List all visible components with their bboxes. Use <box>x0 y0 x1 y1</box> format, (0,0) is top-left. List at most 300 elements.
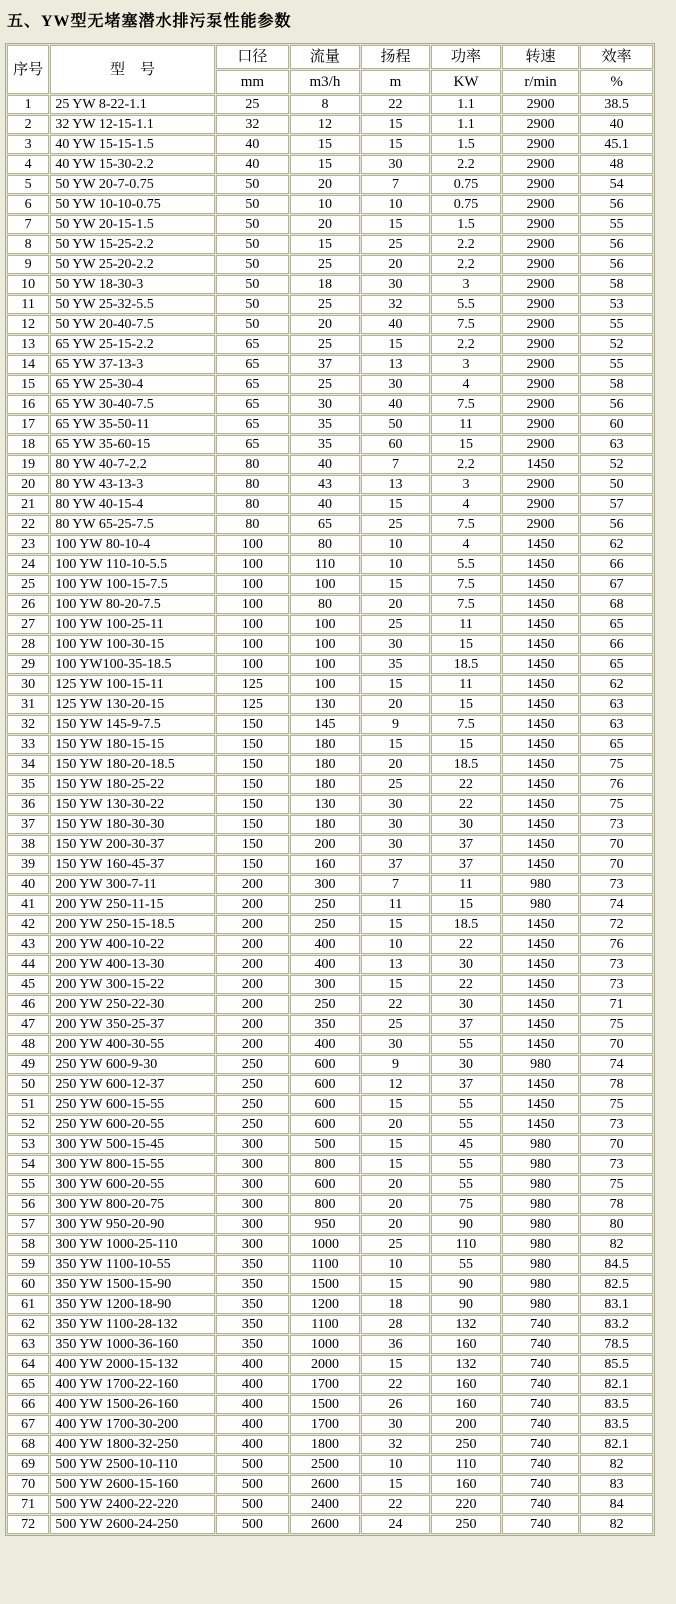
cell-speed_rpm: 980 <box>502 875 580 894</box>
cell-model: 80 YW 43-13-3 <box>50 475 214 494</box>
cell-efficiency_pct: 83.5 <box>580 1395 653 1414</box>
cell-flow_m3h: 800 <box>290 1195 360 1214</box>
cell-head_m: 22 <box>361 1495 431 1514</box>
cell-diameter_mm: 250 <box>216 1115 290 1134</box>
cell-diameter_mm: 200 <box>216 875 290 894</box>
cell-power_kw: 18.5 <box>431 915 501 934</box>
cell-flow_m3h: 1700 <box>290 1375 360 1394</box>
cell-flow_m3h: 100 <box>290 675 360 694</box>
col-header-flow: 流量 <box>290 45 360 69</box>
cell-efficiency_pct: 73 <box>580 1115 653 1134</box>
cell-efficiency_pct: 63 <box>580 695 653 714</box>
cell-efficiency_pct: 56 <box>580 395 653 414</box>
cell-power_kw: 1.5 <box>431 135 501 154</box>
cell-power_kw: 2.2 <box>431 235 501 254</box>
cell-head_m: 32 <box>361 1435 431 1454</box>
table-header <box>7 45 653 94</box>
cell-model: 50 YW 20-7-0.75 <box>50 175 214 194</box>
cell-power_kw: 11 <box>431 875 501 894</box>
cell-flow_m3h: 100 <box>290 575 360 594</box>
col-unit-diameter: mm <box>216 70 290 94</box>
table-row <box>7 1395 653 1414</box>
cell-efficiency_pct: 58 <box>580 375 653 394</box>
cell-power_kw: 30 <box>431 1055 501 1074</box>
cell-head_m: 15 <box>361 215 431 234</box>
cell-index: 54 <box>7 1155 49 1174</box>
cell-power_kw: 22 <box>431 975 501 994</box>
cell-efficiency_pct: 82.5 <box>580 1275 653 1294</box>
cell-flow_m3h: 200 <box>290 835 360 854</box>
cell-head_m: 18 <box>361 1295 431 1314</box>
cell-diameter_mm: 50 <box>216 175 290 194</box>
cell-speed_rpm: 2900 <box>502 315 580 334</box>
cell-head_m: 15 <box>361 575 431 594</box>
cell-model: 150 YW 160-45-37 <box>50 855 214 874</box>
cell-speed_rpm: 980 <box>502 1255 580 1274</box>
table-row <box>7 955 653 974</box>
cell-model: 80 YW 40-15-4 <box>50 495 214 514</box>
cell-power_kw: 22 <box>431 775 501 794</box>
table-row <box>7 555 653 574</box>
cell-index: 55 <box>7 1175 49 1194</box>
cell-efficiency_pct: 62 <box>580 675 653 694</box>
cell-flow_m3h: 350 <box>290 1015 360 1034</box>
cell-speed_rpm: 980 <box>502 895 580 914</box>
cell-flow_m3h: 400 <box>290 935 360 954</box>
table-row <box>7 915 653 934</box>
cell-index: 48 <box>7 1035 49 1054</box>
cell-power_kw: 11 <box>431 675 501 694</box>
cell-model: 200 YW 400-13-30 <box>50 955 214 974</box>
cell-speed_rpm: 2900 <box>502 375 580 394</box>
cell-head_m: 50 <box>361 415 431 434</box>
cell-index: 12 <box>7 315 49 334</box>
cell-model: 200 YW 300-7-11 <box>50 875 214 894</box>
cell-power_kw: 7.5 <box>431 595 501 614</box>
cell-flow_m3h: 500 <box>290 1135 360 1154</box>
cell-efficiency_pct: 82.1 <box>580 1435 653 1454</box>
cell-head_m: 13 <box>361 355 431 374</box>
cell-efficiency_pct: 75 <box>580 1015 653 1034</box>
cell-diameter_mm: 150 <box>216 855 290 874</box>
cell-power_kw: 55 <box>431 1035 501 1054</box>
cell-flow_m3h: 145 <box>290 715 360 734</box>
cell-index: 22 <box>7 515 49 534</box>
cell-model: 300 YW 950-20-90 <box>50 1215 214 1234</box>
cell-diameter_mm: 300 <box>216 1175 290 1194</box>
cell-head_m: 30 <box>361 815 431 834</box>
cell-head_m: 7 <box>361 175 431 194</box>
cell-model: 50 YW 25-20-2.2 <box>50 255 214 274</box>
cell-diameter_mm: 350 <box>216 1335 290 1354</box>
cell-index: 72 <box>7 1515 49 1534</box>
table-row <box>7 95 653 114</box>
cell-model: 500 YW 2500-10-110 <box>50 1455 214 1474</box>
cell-flow_m3h: 30 <box>290 395 360 414</box>
cell-diameter_mm: 40 <box>216 155 290 174</box>
table-row <box>7 1355 653 1374</box>
cell-speed_rpm: 2900 <box>502 515 580 534</box>
cell-head_m: 26 <box>361 1395 431 1414</box>
cell-diameter_mm: 500 <box>216 1495 290 1514</box>
cell-speed_rpm: 1450 <box>502 815 580 834</box>
cell-power_kw: 5.5 <box>431 555 501 574</box>
cell-efficiency_pct: 56 <box>580 515 653 534</box>
cell-speed_rpm: 980 <box>502 1155 580 1174</box>
cell-index: 9 <box>7 255 49 274</box>
cell-model: 32 YW 12-15-1.1 <box>50 115 214 134</box>
cell-power_kw: 30 <box>431 815 501 834</box>
cell-index: 49 <box>7 1055 49 1074</box>
cell-index: 36 <box>7 795 49 814</box>
cell-speed_rpm: 1450 <box>502 835 580 854</box>
cell-head_m: 15 <box>361 915 431 934</box>
cell-model: 65 YW 35-50-11 <box>50 415 214 434</box>
cell-index: 1 <box>7 95 49 114</box>
cell-power_kw: 11 <box>431 415 501 434</box>
cell-speed_rpm: 1450 <box>502 695 580 714</box>
cell-head_m: 20 <box>361 1215 431 1234</box>
cell-flow_m3h: 1800 <box>290 1435 360 1454</box>
cell-efficiency_pct: 55 <box>580 215 653 234</box>
cell-efficiency_pct: 72 <box>580 915 653 934</box>
cell-flow_m3h: 600 <box>290 1075 360 1094</box>
cell-index: 37 <box>7 815 49 834</box>
cell-index: 31 <box>7 695 49 714</box>
cell-head_m: 25 <box>361 1235 431 1254</box>
table-row <box>7 875 653 894</box>
cell-flow_m3h: 25 <box>290 335 360 354</box>
cell-diameter_mm: 500 <box>216 1455 290 1474</box>
table-row <box>7 775 653 794</box>
cell-efficiency_pct: 45.1 <box>580 135 653 154</box>
cell-index: 11 <box>7 295 49 314</box>
cell-diameter_mm: 65 <box>216 435 290 454</box>
cell-efficiency_pct: 55 <box>580 355 653 374</box>
cell-index: 46 <box>7 995 49 1014</box>
cell-index: 20 <box>7 475 49 494</box>
table-row <box>7 235 653 254</box>
cell-power_kw: 90 <box>431 1295 501 1314</box>
cell-diameter_mm: 200 <box>216 1035 290 1054</box>
cell-index: 8 <box>7 235 49 254</box>
table-row <box>7 1075 653 1094</box>
col-header-efficiency: 效率 <box>580 45 653 69</box>
cell-model: 80 YW 40-7-2.2 <box>50 455 214 474</box>
cell-head_m: 9 <box>361 1055 431 1074</box>
cell-flow_m3h: 25 <box>290 375 360 394</box>
cell-head_m: 15 <box>361 1275 431 1294</box>
cell-efficiency_pct: 68 <box>580 595 653 614</box>
cell-efficiency_pct: 70 <box>580 835 653 854</box>
cell-head_m: 10 <box>361 935 431 954</box>
cell-diameter_mm: 150 <box>216 815 290 834</box>
cell-flow_m3h: 1500 <box>290 1395 360 1414</box>
cell-flow_m3h: 2500 <box>290 1455 360 1474</box>
cell-power_kw: 1.5 <box>431 215 501 234</box>
cell-head_m: 10 <box>361 535 431 554</box>
cell-power_kw: 37 <box>431 1075 501 1094</box>
table-row <box>7 195 653 214</box>
cell-speed_rpm: 1450 <box>502 1115 580 1134</box>
cell-power_kw: 55 <box>431 1175 501 1194</box>
cell-head_m: 25 <box>361 235 431 254</box>
cell-efficiency_pct: 84 <box>580 1495 653 1514</box>
cell-speed_rpm: 2900 <box>502 175 580 194</box>
cell-flow_m3h: 100 <box>290 655 360 674</box>
cell-speed_rpm: 1450 <box>502 915 580 934</box>
cell-power_kw: 160 <box>431 1375 501 1394</box>
cell-power_kw: 110 <box>431 1235 501 1254</box>
cell-index: 32 <box>7 715 49 734</box>
cell-model: 300 YW 800-20-75 <box>50 1195 214 1214</box>
cell-diameter_mm: 350 <box>216 1295 290 1314</box>
cell-index: 61 <box>7 1295 49 1314</box>
cell-power_kw: 18.5 <box>431 655 501 674</box>
cell-diameter_mm: 200 <box>216 935 290 954</box>
cell-power_kw: 90 <box>431 1215 501 1234</box>
cell-flow_m3h: 180 <box>290 735 360 754</box>
cell-index: 14 <box>7 355 49 374</box>
cell-model: 200 YW 250-22-30 <box>50 995 214 1014</box>
cell-diameter_mm: 150 <box>216 835 290 854</box>
cell-head_m: 10 <box>361 555 431 574</box>
table-row <box>7 315 653 334</box>
cell-model: 350 YW 1100-28-132 <box>50 1315 214 1334</box>
cell-head_m: 15 <box>361 135 431 154</box>
cell-flow_m3h: 1100 <box>290 1315 360 1334</box>
cell-head_m: 7 <box>361 455 431 474</box>
cell-head_m: 25 <box>361 615 431 634</box>
cell-speed_rpm: 2900 <box>502 135 580 154</box>
table-row <box>7 295 653 314</box>
table-body <box>7 95 653 1534</box>
cell-flow_m3h: 20 <box>290 215 360 234</box>
cell-power_kw: 55 <box>431 1155 501 1174</box>
cell-power_kw: 1.1 <box>431 115 501 134</box>
table-row <box>7 435 653 454</box>
cell-flow_m3h: 15 <box>290 235 360 254</box>
cell-power_kw: 132 <box>431 1315 501 1334</box>
cell-index: 59 <box>7 1255 49 1274</box>
cell-flow_m3h: 35 <box>290 435 360 454</box>
table-row <box>7 735 653 754</box>
cell-flow_m3h: 400 <box>290 1035 360 1054</box>
cell-efficiency_pct: 78.5 <box>580 1335 653 1354</box>
cell-index: 53 <box>7 1135 49 1154</box>
cell-index: 38 <box>7 835 49 854</box>
col-header-index: 序号 <box>7 45 49 94</box>
table-row <box>7 475 653 494</box>
col-header-diameter: 口径 <box>216 45 290 69</box>
table-row <box>7 1295 653 1314</box>
page-title: 五、YW型无堵塞潜水排污泵性能参数 <box>7 13 292 30</box>
cell-head_m: 28 <box>361 1315 431 1334</box>
cell-power_kw: 4 <box>431 535 501 554</box>
table-row <box>7 635 653 654</box>
table-row <box>7 1055 653 1074</box>
table-row <box>7 1155 653 1174</box>
cell-power_kw: 220 <box>431 1495 501 1514</box>
cell-power_kw: 18.5 <box>431 755 501 774</box>
col-unit-head: m <box>361 70 431 94</box>
cell-flow_m3h: 2400 <box>290 1495 360 1514</box>
cell-efficiency_pct: 58 <box>580 275 653 294</box>
cell-power_kw: 3 <box>431 475 501 494</box>
cell-efficiency_pct: 73 <box>580 1155 653 1174</box>
cell-speed_rpm: 1450 <box>502 975 580 994</box>
cell-index: 57 <box>7 1215 49 1234</box>
col-header-head: 扬程 <box>361 45 431 69</box>
cell-efficiency_pct: 75 <box>580 795 653 814</box>
cell-diameter_mm: 25 <box>216 95 290 114</box>
cell-index: 50 <box>7 1075 49 1094</box>
cell-model: 125 YW 100-15-11 <box>50 675 214 694</box>
cell-head_m: 40 <box>361 395 431 414</box>
cell-model: 65 YW 35-60-15 <box>50 435 214 454</box>
cell-power_kw: 160 <box>431 1475 501 1494</box>
cell-diameter_mm: 300 <box>216 1215 290 1234</box>
cell-efficiency_pct: 60 <box>580 415 653 434</box>
table-row <box>7 795 653 814</box>
cell-efficiency_pct: 38.5 <box>580 95 653 114</box>
cell-diameter_mm: 100 <box>216 575 290 594</box>
table-row <box>7 115 653 134</box>
cell-efficiency_pct: 52 <box>580 455 653 474</box>
cell-flow_m3h: 80 <box>290 535 360 554</box>
cell-model: 125 YW 130-20-15 <box>50 695 214 714</box>
cell-diameter_mm: 100 <box>216 615 290 634</box>
cell-head_m: 15 <box>361 675 431 694</box>
pump-parameters-table <box>5 43 655 1536</box>
cell-diameter_mm: 100 <box>216 535 290 554</box>
cell-speed_rpm: 1450 <box>502 1095 580 1114</box>
cell-efficiency_pct: 73 <box>580 875 653 894</box>
table-row <box>7 695 653 714</box>
cell-flow_m3h: 10 <box>290 195 360 214</box>
cell-head_m: 15 <box>361 1095 431 1114</box>
cell-model: 400 YW 1700-22-160 <box>50 1375 214 1394</box>
cell-efficiency_pct: 56 <box>580 255 653 274</box>
cell-diameter_mm: 350 <box>216 1255 290 1274</box>
cell-speed_rpm: 1450 <box>502 855 580 874</box>
cell-speed_rpm: 1450 <box>502 655 580 674</box>
cell-index: 21 <box>7 495 49 514</box>
table-row <box>7 1375 653 1394</box>
cell-head_m: 12 <box>361 1075 431 1094</box>
cell-model: 50 YW 20-15-1.5 <box>50 215 214 234</box>
cell-power_kw: 3 <box>431 275 501 294</box>
cell-index: 35 <box>7 775 49 794</box>
col-header-speed: 转速 <box>502 45 580 69</box>
cell-speed_rpm: 980 <box>502 1215 580 1234</box>
cell-flow_m3h: 600 <box>290 1115 360 1134</box>
cell-model: 150 YW 180-20-18.5 <box>50 755 214 774</box>
cell-speed_rpm: 740 <box>502 1415 580 1434</box>
cell-flow_m3h: 8 <box>290 95 360 114</box>
cell-efficiency_pct: 67 <box>580 575 653 594</box>
cell-efficiency_pct: 65 <box>580 735 653 754</box>
cell-index: 39 <box>7 855 49 874</box>
cell-diameter_mm: 150 <box>216 735 290 754</box>
cell-diameter_mm: 100 <box>216 655 290 674</box>
table-row <box>7 1015 653 1034</box>
cell-flow_m3h: 25 <box>290 295 360 314</box>
cell-flow_m3h: 1100 <box>290 1255 360 1274</box>
cell-index: 45 <box>7 975 49 994</box>
col-unit-power: KW <box>431 70 501 94</box>
cell-flow_m3h: 600 <box>290 1095 360 1114</box>
cell-power_kw: 75 <box>431 1195 501 1214</box>
cell-power_kw: 45 <box>431 1135 501 1154</box>
cell-speed_rpm: 1450 <box>502 455 580 474</box>
table-row <box>7 575 653 594</box>
cell-index: 71 <box>7 1495 49 1514</box>
cell-power_kw: 15 <box>431 695 501 714</box>
cell-power_kw: 22 <box>431 795 501 814</box>
cell-power_kw: 5.5 <box>431 295 501 314</box>
cell-head_m: 7 <box>361 875 431 894</box>
cell-speed_rpm: 740 <box>502 1395 580 1414</box>
table-row <box>7 375 653 394</box>
cell-index: 30 <box>7 675 49 694</box>
table-row <box>7 835 653 854</box>
cell-flow_m3h: 1000 <box>290 1335 360 1354</box>
cell-speed_rpm: 1450 <box>502 555 580 574</box>
table-row <box>7 1235 653 1254</box>
cell-head_m: 13 <box>361 955 431 974</box>
cell-efficiency_pct: 75 <box>580 1095 653 1114</box>
cell-head_m: 20 <box>361 695 431 714</box>
cell-efficiency_pct: 48 <box>580 155 653 174</box>
cell-head_m: 15 <box>361 735 431 754</box>
cell-head_m: 30 <box>361 835 431 854</box>
cell-flow_m3h: 1500 <box>290 1275 360 1294</box>
cell-model: 400 YW 1700-30-200 <box>50 1415 214 1434</box>
cell-power_kw: 37 <box>431 1015 501 1034</box>
cell-speed_rpm: 1450 <box>502 635 580 654</box>
cell-efficiency_pct: 73 <box>580 975 653 994</box>
cell-flow_m3h: 130 <box>290 695 360 714</box>
cell-index: 51 <box>7 1095 49 1114</box>
cell-flow_m3h: 40 <box>290 455 360 474</box>
cell-flow_m3h: 100 <box>290 615 360 634</box>
cell-head_m: 30 <box>361 1035 431 1054</box>
cell-efficiency_pct: 70 <box>580 855 653 874</box>
cell-power_kw: 15 <box>431 735 501 754</box>
cell-diameter_mm: 300 <box>216 1235 290 1254</box>
cell-diameter_mm: 125 <box>216 695 290 714</box>
table-row <box>7 1455 653 1474</box>
cell-efficiency_pct: 75 <box>580 755 653 774</box>
cell-speed_rpm: 1450 <box>502 575 580 594</box>
cell-speed_rpm: 980 <box>502 1275 580 1294</box>
cell-model: 100 YW100-35-18.5 <box>50 655 214 674</box>
cell-head_m: 36 <box>361 1335 431 1354</box>
table-row <box>7 975 653 994</box>
col-header-model: 型 号 <box>50 45 214 94</box>
cell-power_kw: 250 <box>431 1515 501 1534</box>
cell-efficiency_pct: 78 <box>580 1195 653 1214</box>
cell-speed_rpm: 2900 <box>502 495 580 514</box>
cell-efficiency_pct: 83.5 <box>580 1415 653 1434</box>
cell-head_m: 25 <box>361 1015 431 1034</box>
cell-speed_rpm: 980 <box>502 1135 580 1154</box>
cell-diameter_mm: 50 <box>216 315 290 334</box>
cell-diameter_mm: 50 <box>216 235 290 254</box>
cell-efficiency_pct: 76 <box>580 775 653 794</box>
cell-diameter_mm: 200 <box>216 895 290 914</box>
